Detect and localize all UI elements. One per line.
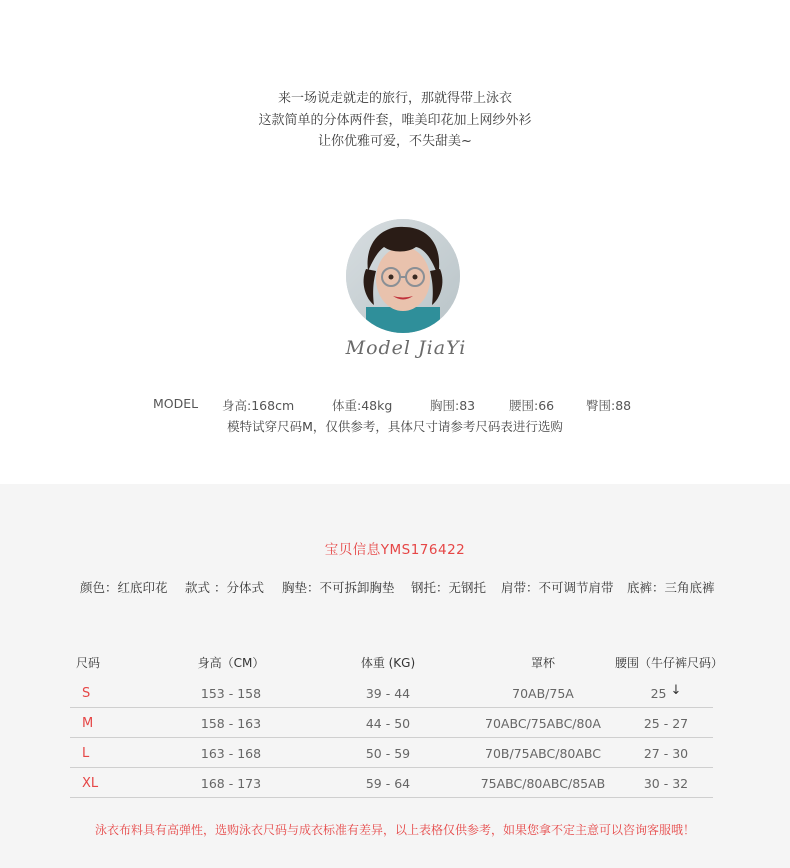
row-waist: 25 - 27 (643, 716, 689, 731)
attr-color: 颜色：红底印花 (80, 580, 168, 595)
header-waist: 腰围（牛仔裤尺码） (614, 656, 723, 670)
intro-line: 让你优雅可爱，不失甜美~ (318, 134, 472, 149)
down-arrow-icon: ↓ (670, 683, 682, 698)
row-height: 168 - 173 (200, 776, 262, 791)
row-height: 163 - 168 (200, 746, 262, 761)
row-waist-cell (616, 683, 716, 702)
row-waist: 30 - 32 (643, 776, 689, 791)
attr-style: 款式 ：分体式 (185, 580, 264, 595)
header-weight: 体重 (KG) (360, 656, 416, 670)
model-size-note: 模特试穿尺码M，仅供参考，具体尺寸请参考尺码表进行选购 (227, 419, 563, 434)
product-title: 宝贝信息YMS176422 (324, 542, 466, 558)
header-cup: 罩杯 (530, 656, 555, 670)
row-size: S (82, 686, 91, 701)
row-weight: 44 - 50 (365, 716, 411, 731)
size-warning: 泳衣布料具有高弹性，选购泳衣尺码与成衣标准有差异，以上表格仅供参考，如果您拿不定主意可以咨询客服哦！ (94, 823, 695, 837)
row-cup: 75ABC/80ABC/85AB (480, 776, 606, 791)
model-signature: Model JiaYi (345, 337, 467, 359)
attr-strap: 肩带：不可调节肩带 (501, 580, 614, 595)
table-row (70, 768, 713, 798)
model-hip: 臀围:88 (586, 398, 632, 413)
row-weight: 39 - 44 (365, 686, 411, 701)
row-cup: 70ABC/75ABC/80A (485, 716, 601, 731)
model-chest: 胸围:83 (430, 398, 476, 413)
attr-pad: 胸垫：不可拆卸胸垫 (282, 580, 395, 595)
product-info-section (0, 484, 790, 868)
row-size: L (82, 746, 90, 761)
table-row (70, 738, 713, 768)
intro-text (0, 88, 790, 153)
table-row (70, 708, 713, 738)
table-row (70, 678, 713, 708)
product-attributes (0, 578, 790, 596)
row-size: XL (82, 776, 99, 791)
intro-line: 来一场说走就走的旅行，那就得带上泳衣 (277, 91, 512, 106)
row-waist: 27 - 30 (643, 746, 689, 761)
model-measurements (0, 396, 790, 414)
header-size: 尺码 (76, 656, 101, 670)
size-table (70, 654, 723, 798)
model-weight: 体重:48kg (332, 398, 393, 413)
row-weight: 59 - 64 (365, 776, 411, 791)
attr-bottom: 底裤：三角底裤 (627, 580, 715, 595)
row-cup: 70AB/75A (512, 686, 574, 701)
row-weight: 50 - 59 (365, 746, 411, 761)
model-label: MODEL (153, 396, 199, 411)
size-table-header (70, 654, 723, 678)
model-portrait-image (346, 219, 460, 333)
row-waist: 25 (650, 686, 667, 701)
header-height: 身高（CM） (197, 656, 265, 670)
model-avatar (346, 219, 460, 333)
model-height: 身高:168cm (222, 398, 295, 413)
row-height: 158 - 163 (200, 716, 262, 731)
row-height: 153 - 158 (200, 686, 262, 701)
row-cup: 70B/75ABC/80ABC (485, 746, 601, 761)
intro-line: 这款简单的分体两件套，唯美印花加上网纱外衫 (258, 112, 532, 128)
attr-underwire: 钢托：无钢托 (411, 580, 487, 595)
model-waist: 腰围:66 (509, 398, 555, 413)
row-size: M (82, 716, 94, 731)
